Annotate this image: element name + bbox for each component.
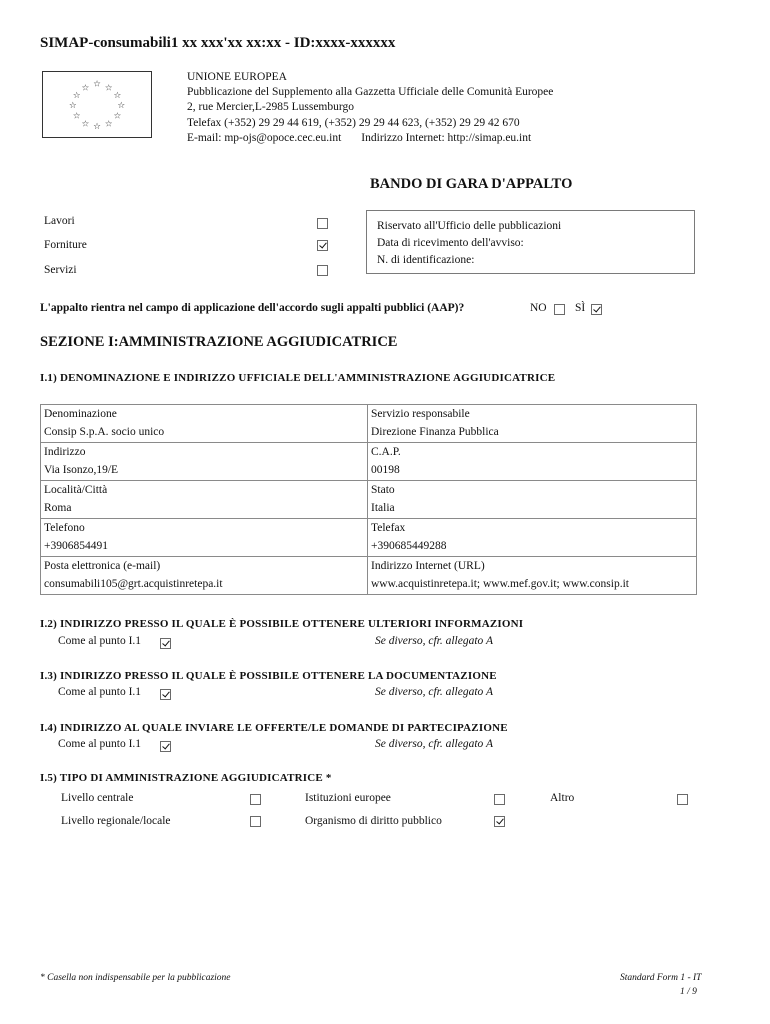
svg-text:☆: ☆ [117, 100, 126, 111]
cell-value: Italia [371, 501, 395, 514]
table-cell [41, 405, 368, 443]
contract-type-forniture-checkbox[interactable] [317, 240, 328, 251]
aap-question: L'appalto rientra nel campo di applicazione dell'accordo sugli appalti pubblici (AAP)? [40, 302, 465, 314]
table-cell [368, 405, 697, 443]
table-cell [41, 481, 368, 519]
publisher-line: Pubblicazione del Supplemento alla Gazzetta Ufficiale delle Comunità Europee [187, 86, 554, 99]
eu-flag-icon [42, 71, 152, 138]
ammin-livello-centrale-label: Livello centrale [61, 792, 134, 804]
ammin-istituzioni-europee-label: Istituzioni europee [305, 792, 391, 804]
aap-si-label: SÌ [575, 302, 586, 314]
ammin-altro-label: Altro [550, 792, 575, 804]
ammin-istituzioni-europee-checkbox[interactable] [494, 794, 505, 805]
cell-value: Direzione Finanza Pubblica [371, 425, 499, 438]
cell-value: Consip S.p.A. socio unico [44, 425, 165, 438]
cell-label: Telefono [44, 522, 85, 534]
cell-value: Roma [44, 501, 72, 514]
ammin-livello-centrale-checkbox[interactable] [250, 794, 261, 805]
table-cell [41, 519, 368, 557]
i4-same-as-label: Come al punto I.1 [58, 738, 142, 750]
publisher-internet: Indirizzo Internet: http://simap.eu.int [361, 131, 532, 144]
table-cell [41, 443, 368, 481]
svg-text:☆: ☆ [104, 83, 113, 94]
cell-value: consumabili105@grt.acquistinretepa.it [44, 577, 223, 590]
i3-different-note: Se diverso, cfr. allegato A [375, 686, 493, 698]
footnote: * Casella non indispensabile per la pubblicazione [40, 973, 231, 983]
page-number: 1 / 9 [680, 987, 697, 997]
contract-type-servizi-checkbox[interactable] [317, 265, 328, 276]
i3-same-as-checkbox[interactable] [160, 689, 171, 700]
cell-label: Posta elettronica (e-mail) [44, 560, 161, 572]
ammin-livello-regionale-label: Livello regionale/locale [61, 815, 171, 827]
cell-label: Servizio responsabile [371, 408, 470, 420]
i1-heading: I.1) DENOMINAZIONE E INDIRIZZO UFFICIALE DELL'AMMINISTRAZIONE AGGIUDICATRICE [40, 372, 556, 384]
cell-value: +390685449288 [371, 539, 447, 552]
form-id: Standard Form 1 - IT [620, 973, 702, 983]
svg-text:☆: ☆ [81, 119, 90, 130]
publisher-line: 2, rue Mercier,L-2985 Lussemburgo [187, 101, 354, 114]
publisher-email: E-mail: mp-ojs@opoce.cec.eu.int [187, 131, 342, 144]
table-cell [368, 443, 697, 481]
authority-table [40, 404, 697, 595]
cell-label: Indirizzo Internet (URL) [371, 560, 485, 572]
table-row [41, 443, 697, 481]
table-cell [368, 519, 697, 557]
cell-value: www.acquistinretepa.it; www.mef.gov.it; www.consip.it [371, 577, 629, 590]
cell-value: +3906854491 [44, 539, 108, 552]
aap-no-checkbox[interactable] [554, 304, 565, 315]
cell-label: C.A.P. [371, 446, 401, 458]
ammin-organismo-diritto-pubblico-checkbox[interactable] [494, 816, 505, 827]
i5-heading: I.5) TIPO DI AMMINISTRAZIONE AGGIUDICATRICE * [40, 772, 332, 784]
cell-label: Telefax [371, 522, 406, 534]
reserved-line: N. di identificazione: [377, 254, 475, 266]
bando-title: BANDO DI GARA D'APPALTO [370, 176, 573, 192]
contract-type-servizi-label: Servizi [44, 264, 77, 276]
svg-text:☆: ☆ [113, 91, 122, 102]
cell-label: Denominazione [44, 408, 117, 420]
svg-text:☆: ☆ [104, 119, 113, 130]
reserved-line: Riservato all'Ufficio delle pubblicazioni [377, 220, 562, 232]
i2-same-as-label: Come al punto I.1 [58, 635, 142, 647]
contract-type-lavori-label: Lavori [44, 215, 75, 227]
table-row [41, 557, 697, 595]
cell-value: 00198 [371, 463, 400, 476]
i4-different-note: Se diverso, cfr. allegato A [375, 738, 493, 750]
cell-value: Via Isonzo,19/E [44, 463, 119, 476]
aap-si-checkbox[interactable] [591, 304, 602, 315]
svg-text:☆: ☆ [72, 91, 81, 102]
table-cell [41, 557, 368, 595]
cell-label: Indirizzo [44, 446, 86, 458]
i4-same-as-checkbox[interactable] [160, 741, 171, 752]
i2-same-as-checkbox[interactable] [160, 638, 171, 649]
i4-heading: I.4) INDIRIZZO AL QUALE INVIARE LE OFFERTE/LE DOMANDE DI PARTECIPAZIONE [40, 722, 508, 734]
table-row [41, 481, 697, 519]
i2-different-note: Se diverso, cfr. allegato A [375, 635, 493, 647]
contract-type-lavori-checkbox[interactable] [317, 218, 328, 229]
reserved-line: Data di ricevimento dell'avviso: [377, 237, 524, 249]
ammin-altro-checkbox[interactable] [677, 794, 688, 805]
aap-no-label: NO [530, 302, 547, 314]
contract-type-forniture-label: Forniture [44, 239, 87, 251]
ammin-livello-regionale-checkbox[interactable] [250, 816, 261, 827]
reserved-office-box [366, 210, 695, 274]
cell-label: Stato [371, 484, 395, 496]
publisher-line: UNIONE EUROPEA [187, 71, 287, 83]
table-row [41, 519, 697, 557]
svg-text:☆: ☆ [93, 122, 101, 133]
svg-text:☆: ☆ [81, 83, 90, 94]
publisher-address [187, 70, 553, 146]
section-title: SEZIONE I:AMMINISTRAZIONE AGGIUDICATRICE [40, 334, 398, 350]
svg-text:☆: ☆ [68, 100, 77, 111]
publisher-line: Telefax (+352) 29 29 44 619, (+352) 29 29 44 623, (+352) 29 29 42 670 [187, 116, 520, 129]
document-title: SIMAP-consumabili1 xx xxx'xx xx:xx - ID:xxxx-xxxxxx [40, 35, 396, 51]
i2-heading: I.2) INDIRIZZO PRESSO IL QUALE È POSSIBILE OTTENERE ULTERIORI INFORMAZIONI [40, 618, 524, 630]
ammin-organismo-diritto-pubblico-label: Organismo di diritto pubblico [305, 815, 442, 827]
svg-text:☆: ☆ [93, 79, 101, 90]
i3-heading: I.3) INDIRIZZO PRESSO IL QUALE È POSSIBILE OTTENERE LA DOCUMENTAZIONE [40, 670, 497, 682]
svg-text:☆: ☆ [113, 111, 122, 122]
svg-text:☆: ☆ [72, 111, 81, 122]
i3-same-as-label: Come al punto I.1 [58, 686, 142, 698]
table-row [41, 405, 697, 443]
table-cell [368, 481, 697, 519]
table-cell [368, 557, 697, 595]
cell-label: Località/Città [44, 484, 108, 496]
